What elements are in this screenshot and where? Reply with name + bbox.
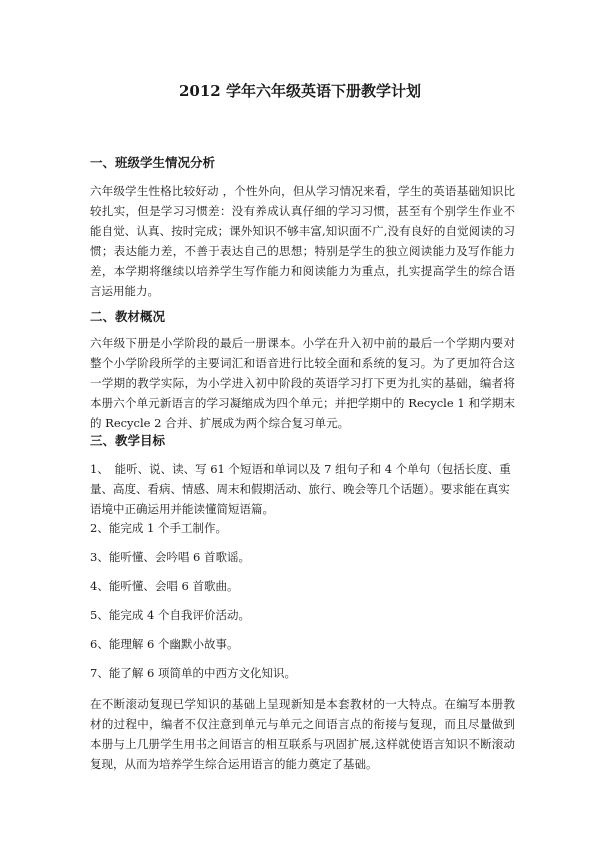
goal-item: 6、能理解 6 个幽默小故事。 [90, 637, 239, 651]
goal-item: 7、能了解 6 项简单的中西方文化知识。 [90, 666, 296, 680]
section-heading-textbook-overview: 二、教材概况 [90, 309, 166, 324]
section-heading-class-analysis: 一、班级学生情况分析 [90, 155, 216, 170]
goal-item: 4、能听懂、会唱 6 首歌曲。 [90, 579, 239, 593]
textbook-overview-paragraph: 六年级下册是小学阶段的最后一册课本。小学在升入初中前的最后一个学期内要对整个小学阶段所学的主要词汇和语音进行比较全面和系统的复习。为了更加符合这一学期的教学实际，为小学进入初中阶段的英语学习打下更为扎实的基础，编者将本册六个单元新语言的学习凝缩成为四个单元；并把学期中的 Recycle 1 和学期末的 Recycle 2 合并、扩展成为两个综合复习单元。 [90, 336, 515, 430]
document-title: 2012 学年六年级英语下册教学计划 [179, 82, 421, 100]
goal-item: 2、能完成 1 个手工制作。 [90, 521, 227, 535]
teaching-goals-closing-paragraph: 在不断滚动复现已学知识的基础上呈现新知是本套教材的一大特点。在编写本册教材的过程中，编者不仅注意到单元与单元之间语言点的衔接与复现，而且尽量做到本册与上几册学生用书之间语言的相互联系与巩固扩展,这样就使语言知识不断滚动复现，从而为培养学生综合运用语言的能力奠定了基础。 [90, 697, 515, 771]
goal-item: 5、能完成 4 个自我评价活动。 [90, 608, 250, 622]
goal-item: 1、 能听、说、读、写 61 个短语和单词以及 7 组句子和 4 个单句（包括长度、重量、高度、看病、情感、周末和假期活动、旅行、晚会等几个话题）。要求能在真实语境中正确运用并能读懂简短语篇。 [90, 462, 511, 516]
goal-item: 3、能听懂、会吟唱 6 首歌谣。 [90, 550, 250, 564]
class-analysis-paragraph: 六年级学生性格比较好动 ，个性外向，但从学习情况来看，学生的英语基础知识比较扎实，但是学习习惯差：没有养成认真仔细的学习习惯，甚至有个别学生作业不能自觉、认真、按时完成；课外知识不够丰富,知识面不广,没有良好的自觉阅读的习惯；表达能力差，不善于表达自己的思想；特别是学生的独立阅读能力及写作能力差，本学期将继续以培养学生写作能力和阅读能力为重点，扎实提高学生的综合语言运用能力。 [90, 184, 515, 298]
section-heading-teaching-goals: 三、教学目标 [90, 433, 166, 448]
